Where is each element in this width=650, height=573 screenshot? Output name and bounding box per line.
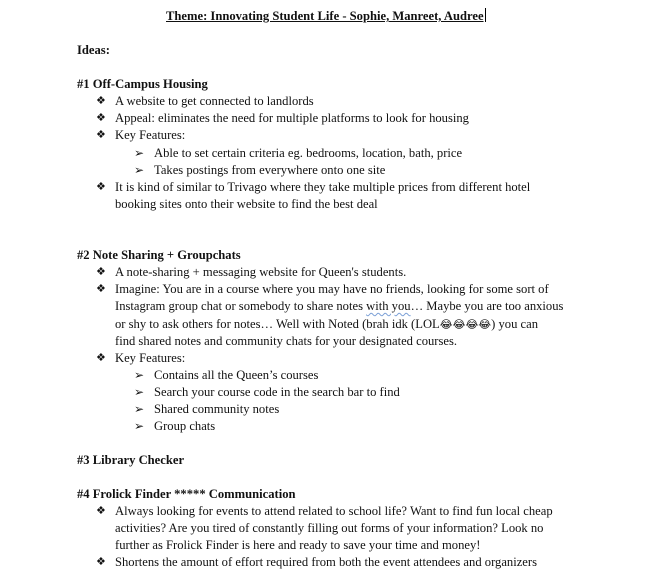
idea1-bullet-3: Key Features: <box>115 128 186 142</box>
diamond-bullet-icon: ❖ <box>96 181 106 193</box>
diamond-bullet-icon: ❖ <box>96 112 106 124</box>
idea1-bullet-2: Appeal: eliminates the need for multiple platforms to look for housing <box>115 111 469 125</box>
diamond-bullet-icon: ❖ <box>96 129 106 141</box>
arrow-bullet-icon: ➢ <box>134 146 145 160</box>
idea2-heading: #2 Note Sharing + Groupchats <box>77 248 241 262</box>
idea2-bullet-1: A note-sharing + messaging website for Queen's students. <box>115 265 407 279</box>
idea2-feature-3: Shared community notes <box>154 402 280 416</box>
arrow-bullet-icon: ➢ <box>134 419 145 433</box>
idea1-bullet-4-line-2: booking sites onto their website to find the best deal <box>115 197 378 211</box>
idea2-bullet-2-line-1: Imagine: You are in a course where you may have no friends, looking for some sort of <box>115 282 549 296</box>
arrow-bullet-icon: ➢ <box>134 163 145 177</box>
diamond-bullet-icon: ❖ <box>96 505 106 517</box>
text-segment: … Maybe you are too anxious <box>410 299 564 313</box>
idea1-feature-2: Takes postings from everywhere onto one site <box>154 163 386 177</box>
idea2-bullet-3: Key Features: <box>115 351 186 365</box>
idea2-feature-4: Group chats <box>154 419 216 433</box>
idea4-heading: #4 Frolick Finder ***** Communication <box>77 487 296 501</box>
idea2-bullet-2-line-3 <box>115 316 538 333</box>
idea4-bullet-2: Shortens the amount of effort required from both the event attendees and organizers <box>115 555 537 569</box>
text-segment: or shy to ask others for notes… Well with Noted (brah idk (LOL <box>115 317 440 331</box>
diamond-bullet-icon: ❖ <box>96 352 106 364</box>
spellcheck-underlined-text[interactable]: with you <box>366 299 411 313</box>
diamond-bullet-icon: ❖ <box>96 95 106 107</box>
idea4-bullet-1-line-2: activities? Are you tired of constantly filling out forms of your information? Look no <box>115 521 544 535</box>
text-segment: Instagram group chat or somebody to share notes <box>115 299 367 313</box>
idea2-feature-2: Search your course code in the search bar to find <box>154 385 400 399</box>
idea1-feature-1: Able to set certain criteria eg. bedrooms, location, bath, price <box>154 146 463 160</box>
arrow-bullet-icon: ➢ <box>134 402 145 416</box>
idea4-bullet-1-line-1: Always looking for events to attend related to school life? Want to find fun local cheap <box>115 504 553 518</box>
idea2-feature-1: Contains all the Queen’s courses <box>154 368 319 382</box>
idea4-bullet-1-line-3: further as Frolick Finder is here and ready to save your time and money! <box>115 538 481 552</box>
diamond-bullet-icon: ❖ <box>96 556 106 568</box>
idea2-bullet-2-line-2 <box>115 298 563 315</box>
arrow-bullet-icon: ➢ <box>134 385 145 399</box>
idea1-heading: #1 Off-Campus Housing <box>77 77 208 91</box>
title-text: Theme: Innovating Student Life - Sophie, Manreet, Audree <box>166 9 484 23</box>
document-title <box>166 8 486 25</box>
idea1-bullet-1: A website to get connected to landlords <box>115 94 314 108</box>
idea1-bullet-4-line-1: It is kind of similar to Trivago where they take multiple prices from different hotel <box>115 180 531 194</box>
ideas-heading: Ideas: <box>77 43 110 57</box>
text-cursor <box>485 8 486 22</box>
text-segment: ) you can <box>491 317 539 331</box>
idea2-bullet-2-line-4: find shared notes and community chats for your designated courses. <box>115 334 458 348</box>
laughing-emoji-icon: 😂😂😂😂 <box>439 318 492 331</box>
idea3-heading: #3 Library Checker <box>77 453 185 467</box>
arrow-bullet-icon: ➢ <box>134 368 145 382</box>
diamond-bullet-icon: ❖ <box>96 283 106 295</box>
diamond-bullet-icon: ❖ <box>96 266 106 278</box>
